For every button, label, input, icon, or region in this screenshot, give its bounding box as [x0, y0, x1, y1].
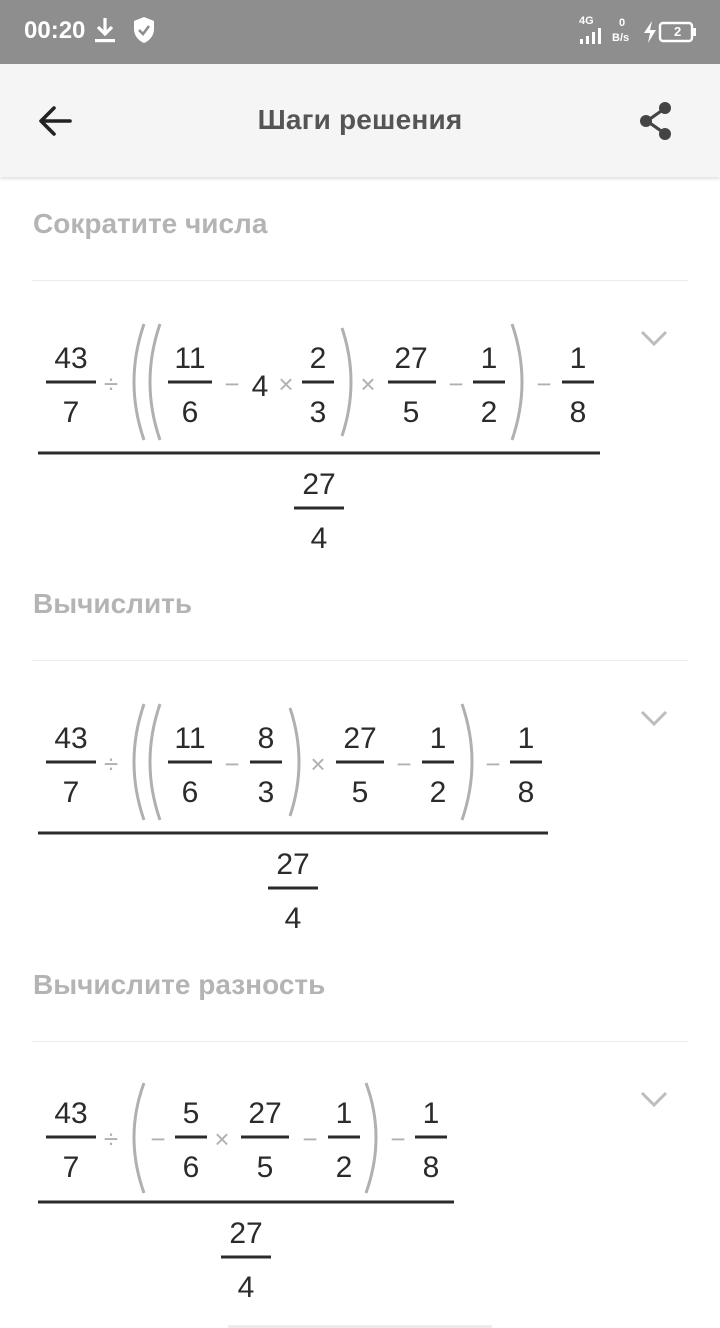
denominator-fraction: 27 [229, 1217, 263, 1250]
operator: × [214, 1124, 230, 1154]
denominator-fraction: 27 [302, 468, 336, 501]
denominator-6: 6 [181, 776, 199, 809]
paren-right [342, 328, 351, 436]
denominator-5: 5 [256, 1151, 274, 1184]
paren-right [366, 1083, 376, 1193]
fraction: 27 [394, 342, 428, 375]
divider [32, 1041, 688, 1042]
paren-left [150, 704, 160, 820]
fraction-numerator: 43 [54, 342, 88, 375]
chevron-down-icon [638, 1087, 670, 1111]
speed-value: 0 [619, 17, 626, 29]
operator: − [485, 749, 501, 779]
paren-left [134, 324, 144, 440]
status-bar [0, 0, 720, 64]
step-3-title: Вычислите разность [33, 969, 326, 1000]
operator: − [224, 749, 240, 779]
fraction: 5 [182, 1097, 200, 1130]
charging-icon [642, 20, 658, 49]
download-icon [92, 15, 118, 50]
denominator-8: 8 [422, 1151, 440, 1184]
expand-chevron-button[interactable] [638, 1087, 670, 1111]
paren-right [290, 708, 299, 816]
denominator-2: 2 [480, 396, 498, 429]
operator: − [150, 1124, 166, 1154]
fraction: 1 [429, 722, 447, 755]
denominator-6: 6 [182, 1151, 200, 1184]
share-button[interactable] [630, 96, 682, 148]
denominator-4: 4 [284, 902, 302, 935]
step-1-expression[interactable] [38, 318, 618, 563]
paren-left [150, 324, 160, 440]
fraction: 2 [309, 342, 327, 375]
operator: ÷ [103, 369, 119, 399]
fraction: 8 [257, 722, 275, 755]
shield-icon [131, 15, 157, 50]
denominator-2: 2 [335, 1151, 353, 1184]
step-2-expression[interactable] [38, 698, 598, 943]
operator: × [278, 369, 294, 399]
fraction: 27 [343, 722, 377, 755]
integer: 4 [251, 370, 269, 403]
denominator-fraction: 27 [276, 848, 310, 881]
operator: − [224, 369, 240, 399]
share-icon [630, 96, 682, 148]
fraction: 1 [517, 722, 535, 755]
denominator-5: 5 [351, 776, 369, 809]
fraction: 1 [422, 1097, 440, 1130]
operator: − [302, 1124, 318, 1154]
expand-chevron-button[interactable] [638, 326, 670, 350]
denominator-8: 8 [517, 776, 535, 809]
denominator-7: 7 [62, 776, 80, 809]
battery-level: 2 [674, 24, 682, 39]
fraction: 11 [174, 342, 206, 375]
divider [32, 280, 688, 281]
denominator-6: 6 [181, 396, 199, 429]
operator: × [310, 749, 326, 779]
paren-left [134, 1083, 144, 1193]
operator: ÷ [103, 1124, 119, 1154]
fraction: 1 [569, 342, 587, 375]
denominator-5: 5 [402, 396, 420, 429]
divider [32, 660, 688, 661]
fraction: 1 [335, 1097, 353, 1130]
operator: − [390, 1124, 406, 1154]
step-2-title: Вычислить [33, 588, 193, 619]
fraction: 43 [54, 722, 88, 755]
operator: − [536, 369, 552, 399]
operator: − [396, 749, 412, 779]
paren-left [134, 704, 144, 820]
denominator-4: 4 [310, 522, 328, 555]
operator: ÷ [103, 749, 119, 779]
signal-icon [580, 28, 604, 49]
fraction: 27 [248, 1097, 282, 1130]
speed-unit: B/s [612, 32, 630, 44]
operator: × [360, 369, 376, 399]
operator: − [448, 369, 464, 399]
fraction: 43 [54, 1097, 88, 1130]
denominator-4: 4 [237, 1271, 255, 1304]
network-type: 4G [579, 15, 594, 27]
fraction: 11 [174, 722, 206, 755]
expand-chevron-button[interactable] [638, 706, 670, 730]
denominator-7: 7 [62, 1151, 80, 1184]
step-3-expression[interactable] [38, 1079, 518, 1324]
step-1-title: Сократите числа [33, 208, 268, 239]
chevron-down-icon [638, 326, 670, 350]
app-bar [0, 64, 720, 177]
status-time: 00:20 [24, 17, 86, 44]
paren-right [462, 704, 472, 820]
fraction: 1 [480, 342, 498, 375]
denominator-2: 2 [429, 776, 447, 809]
denominator-3: 3 [257, 776, 275, 809]
page-title: Шаги решения [257, 104, 463, 135]
denominator-3: 3 [309, 396, 327, 429]
denominator-8: 8 [569, 396, 587, 429]
chevron-down-icon [638, 706, 670, 730]
paren-right [512, 324, 522, 440]
denominator-7: 7 [62, 396, 80, 429]
